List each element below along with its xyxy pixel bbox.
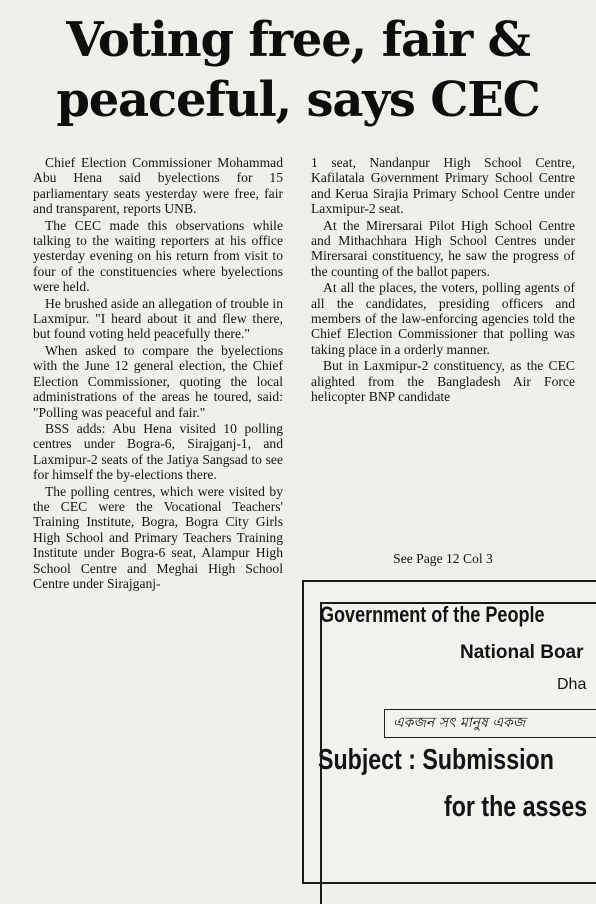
article-column-2 xyxy=(311,155,575,406)
headline xyxy=(0,10,596,130)
continuation-note: See Page 12 Col 3 xyxy=(393,551,493,566)
article-column-1 xyxy=(33,155,283,592)
paragraph: Chief Election Commissioner Mohammad Abu Hena said byelections for 15 parliamentary seats yesterday were free, fair and transparent, reports UNB. xyxy=(33,155,283,217)
paragraph: The CEC made this observations while talking to the waiting reporters at his office yesterday evening on his return from visit to four of the constituencies where byelections were held. xyxy=(33,217,283,295)
paragraph: BSS adds: Abu Hena visited 10 polling centres under Bogra-6, Sirajganj-1, and Laxmipur-2 seats of the Jatiya Sangsad to see for himself the by-elections there. xyxy=(33,420,283,483)
headline-line-1: Voting free, fair & xyxy=(66,12,530,68)
paragraph: But in Laxmipur-2 constituency, as the CEC alighted from the Bangladesh Air Force helicopter BNP candidate xyxy=(311,358,575,405)
paragraph: The polling centres, which were visited by the CEC were the Vocational Teachers' Training Institute, Bogra, Bogra City Girls High School and Primary Teachers Training Institute under Bogra-6 seat, Alampur High School Centre and Meghai High School Centre under Sirajganj- xyxy=(33,483,283,591)
paragraph: 1 seat, Nandanpur High School Centre, Kafilatala Government Primary School Centre and Kerua Sirajia Primary School Centre under Laxmipur-2 seat. xyxy=(311,155,575,217)
advertisement-bengali-slogan: একজন সৎ মানুষ একজ xyxy=(384,709,596,738)
advertisement-government-title: Government of the People xyxy=(320,602,545,627)
paragraph: At all the places, the voters, polling agents of all the candidates, presiding officers and members of the law-enforcing agencies told the Chief Election Commissioner that polling was taking place in a orderly manner. xyxy=(311,280,575,357)
advertisement-subject: Subject : Submission xyxy=(318,744,554,776)
advertisement-box xyxy=(302,580,596,884)
advertisement-subject-continued: for the asses xyxy=(444,791,588,823)
paragraph: When asked to compare the byelections with the June 12 general election, the Chief Election Commissioner, quoting the local administrations of the areas he toured, said: "Polling was peaceful and fair." xyxy=(33,342,283,420)
paragraph: He brushed aside an allegation of trouble in Laxmipur. "I heard about it and flew there, but found voting held peacefully there." xyxy=(33,295,283,342)
advertisement-city: Dha xyxy=(557,676,587,693)
advertisement-board-title: National Boar xyxy=(460,642,584,663)
paragraph: At the Mirersarai Pilot High School Centre and Mithachhara High School Centres under Mirersarai constituency, he saw the progress of the counting of the ballot papers. xyxy=(311,217,575,279)
headline-line-2: peaceful, says CEC xyxy=(56,72,540,128)
